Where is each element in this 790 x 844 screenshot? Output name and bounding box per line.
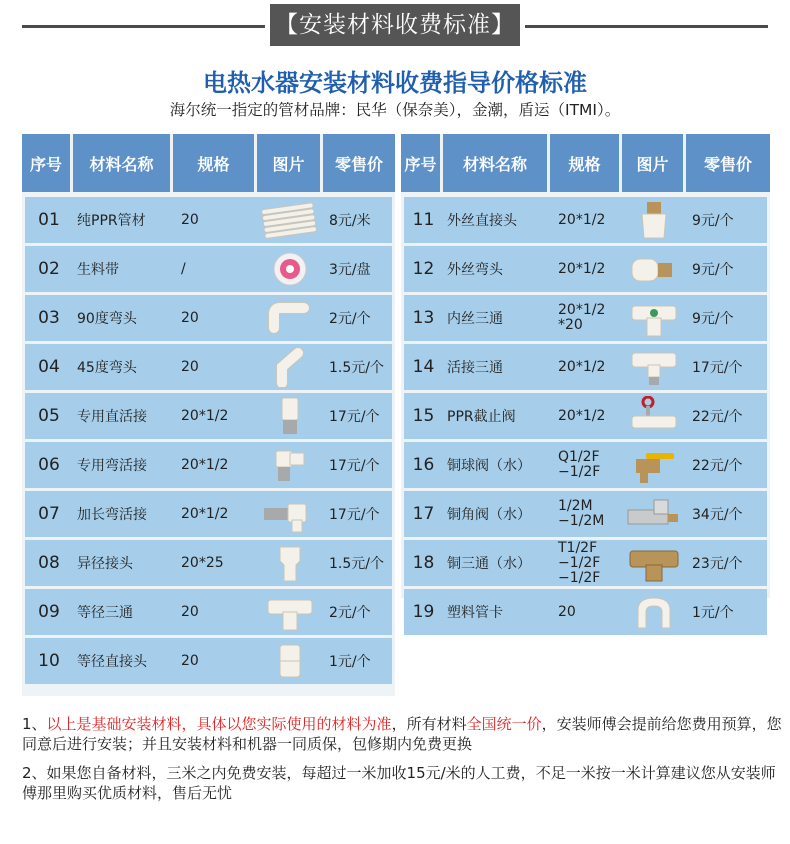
picture xyxy=(257,295,323,341)
retail-price: 2元/个 xyxy=(329,605,371,621)
spec: 20*1/2 xyxy=(558,260,606,277)
spec: 20 xyxy=(558,603,576,620)
table-body xyxy=(401,192,770,635)
header-pic: 图片 xyxy=(257,134,323,192)
row-no: 05 xyxy=(38,406,60,426)
retail-price: 23元/个 xyxy=(692,556,743,572)
table-row xyxy=(25,589,392,635)
row-no: 01 xyxy=(38,210,60,230)
header-name: 材料名称 xyxy=(443,134,550,192)
material-name: 铜角阀（水） xyxy=(447,507,531,523)
picture xyxy=(257,344,323,390)
retail-price: 1元/个 xyxy=(692,605,734,621)
spec: 20*1/2 *20 xyxy=(558,302,606,333)
table-row xyxy=(404,589,767,635)
material-name: 外丝弯头 xyxy=(447,262,503,278)
note-highlight: 以上是基础安装材料，具体以您实际使用的材料为准 xyxy=(46,715,392,733)
coupling-icon xyxy=(260,641,320,681)
table-body xyxy=(22,192,395,684)
material-name: 90度弯头 xyxy=(77,311,137,327)
material-name: 等径三通 xyxy=(77,605,133,621)
header-pic: 图片 xyxy=(622,134,686,192)
row-no: 16 xyxy=(412,455,435,475)
table-row xyxy=(25,638,392,684)
row-no: 18 xyxy=(412,553,435,573)
spec: 20*1/2 xyxy=(558,211,606,228)
spec: 1/2M −1/2M xyxy=(558,498,605,529)
straight-union-icon xyxy=(260,396,320,436)
retail-price: 17元/个 xyxy=(329,507,380,523)
header-no: 序号 xyxy=(401,134,443,192)
retail-price: 22元/个 xyxy=(692,409,743,425)
row-no: 19 xyxy=(412,602,435,622)
table-row xyxy=(25,344,392,390)
retail-price: 1元/个 xyxy=(329,654,371,670)
teflon-tape-icon xyxy=(260,249,320,289)
note-paragraph xyxy=(22,714,782,754)
elbow-90-icon xyxy=(260,298,320,338)
price-table-right xyxy=(401,134,770,622)
spec: 20*1/2 xyxy=(181,407,229,424)
table-header xyxy=(401,134,770,192)
row-no: 02 xyxy=(38,259,60,279)
row-no: 04 xyxy=(38,357,60,377)
spec: Q1/2F −1/2F xyxy=(558,449,601,480)
spec: 20*1/2 xyxy=(558,358,606,375)
table-row xyxy=(404,295,767,341)
spec: 20 xyxy=(181,309,199,326)
header-no: 序号 xyxy=(22,134,73,192)
angle-valve-icon xyxy=(624,494,684,534)
header-price: 零售价 xyxy=(334,154,383,174)
row-no: 10 xyxy=(38,651,60,671)
retail-price: 2元/个 xyxy=(329,311,371,327)
picture xyxy=(622,246,686,292)
retail-price: 9元/个 xyxy=(692,262,734,278)
spec: 20*1/2 xyxy=(558,407,606,424)
picture xyxy=(622,393,686,439)
table-row xyxy=(404,491,767,537)
spec: T1/2F −1/2F −1/2F xyxy=(558,539,601,586)
spec: 20 xyxy=(181,358,199,375)
material-name: 加长弯活接 xyxy=(77,507,147,523)
table-row xyxy=(404,540,767,586)
table-row xyxy=(25,246,392,292)
note-highlight: 全国统一价 xyxy=(466,715,542,733)
picture xyxy=(257,589,323,635)
retail-price: 3元/盘 xyxy=(329,262,371,278)
material-name: 专用弯活接 xyxy=(77,458,147,474)
picture xyxy=(622,589,686,635)
picture xyxy=(622,295,686,341)
spec: 20*1/2 xyxy=(181,456,229,473)
table-row xyxy=(25,393,392,439)
material-name: 塑料管卡 xyxy=(447,605,503,621)
picture xyxy=(622,197,686,243)
material-name: 铜三通（水） xyxy=(447,556,531,572)
stop-valve-icon xyxy=(624,396,684,436)
elbow-45-icon xyxy=(260,347,320,387)
retail-price: 9元/个 xyxy=(692,311,734,327)
row-no: 08 xyxy=(38,553,60,573)
page-title: 电热水器安装材料收费指导价格标准 xyxy=(203,69,587,97)
table-row xyxy=(404,246,767,292)
retail-price: 34元/个 xyxy=(692,507,743,523)
table-row xyxy=(25,540,392,586)
header-spec: 规格 xyxy=(173,134,257,192)
material-name: 异径接头 xyxy=(77,556,133,572)
material-name: 45度弯头 xyxy=(77,360,137,376)
retail-price: 1.5元/个 xyxy=(329,556,384,572)
ppr-pipes-icon xyxy=(260,200,320,240)
table-row xyxy=(404,197,767,243)
spec: 20 xyxy=(181,652,199,669)
brass-tee-icon xyxy=(624,543,684,583)
female-tee-icon xyxy=(624,298,684,338)
retail-price: 9元/个 xyxy=(692,213,734,229)
pipe-clip-icon xyxy=(624,592,684,632)
row-no: 09 xyxy=(38,602,60,622)
picture xyxy=(257,442,323,488)
picture xyxy=(622,540,686,586)
note-text: ，安装师傅会提前给您费用预算，您同意后进行安装；并且安装材料和机器一同质保，包修期内免费更换 xyxy=(22,715,782,753)
material-name: 专用直活接 xyxy=(77,409,147,425)
material-name: 铜球阀（水） xyxy=(447,458,531,474)
tee-icon xyxy=(260,592,320,632)
page-subtitle: 海尔统一指定的管材品牌：民华（保奈美），金潮，盾运（ITMI）。 xyxy=(169,101,621,119)
picture xyxy=(622,491,686,537)
material-name: PPR截止阀 xyxy=(447,409,516,425)
table-header xyxy=(22,134,395,192)
table-row xyxy=(25,442,392,488)
row-no: 15 xyxy=(412,406,435,426)
picture xyxy=(257,491,323,537)
row-no: 03 xyxy=(38,308,60,328)
retail-price: 22元/个 xyxy=(692,458,743,474)
picture xyxy=(257,638,323,684)
note-paragraph xyxy=(22,763,782,803)
row-no: 14 xyxy=(412,357,435,377)
picture xyxy=(622,442,686,488)
picture xyxy=(257,393,323,439)
spec: 20 xyxy=(181,211,199,228)
retail-price: 17元/个 xyxy=(692,360,743,376)
row-no: 07 xyxy=(38,504,60,524)
table-row xyxy=(404,393,767,439)
table-row xyxy=(25,197,392,243)
elbow-union-icon xyxy=(260,445,320,485)
header-price: 零售价 xyxy=(703,154,752,174)
retail-price: 17元/个 xyxy=(329,458,380,474)
row-no: 13 xyxy=(412,308,435,328)
note-text: ，所有材料 xyxy=(391,715,467,733)
union-tee-icon xyxy=(624,347,684,387)
male-coupling-icon xyxy=(624,200,684,240)
picture xyxy=(257,197,323,243)
spec: / xyxy=(181,260,186,277)
ball-valve-icon xyxy=(624,445,684,485)
header-spec: 规格 xyxy=(550,134,622,192)
header-name: 材料名称 xyxy=(73,134,173,192)
note-text: 2、如果您自备材料，三米之内免费安装，每超过一米加收15元/米的人工费，不足一米按一米计算建议您从安装师傅那里购买优质材料，售后无忧 xyxy=(22,764,776,802)
spec: 20*25 xyxy=(181,554,224,571)
notes xyxy=(22,714,782,812)
picture xyxy=(257,246,323,292)
row-no: 11 xyxy=(412,210,435,230)
material-name: 外丝直接头 xyxy=(447,213,517,229)
row-no: 06 xyxy=(38,455,60,475)
material-name: 等径直接头 xyxy=(77,654,147,670)
row-no: 17 xyxy=(412,504,435,524)
material-name: 内丝三通 xyxy=(447,311,503,327)
spec: 20*1/2 xyxy=(181,505,229,522)
male-elbow-icon xyxy=(624,249,684,289)
retail-price: 1.5元/个 xyxy=(329,360,384,376)
retail-price: 8元/米 xyxy=(329,213,371,229)
material-name: 生料带 xyxy=(77,262,119,278)
material-name: 活接三通 xyxy=(447,360,503,376)
retail-price: 17元/个 xyxy=(329,409,380,425)
spec: 20 xyxy=(181,603,199,620)
price-table-left xyxy=(22,134,395,696)
picture xyxy=(257,540,323,586)
picture xyxy=(622,344,686,390)
banner-label: 【安装材料收费标准】 xyxy=(270,4,520,46)
table-row xyxy=(25,295,392,341)
material-name: 纯PPR管材 xyxy=(77,213,146,229)
reducer-icon xyxy=(260,543,320,583)
section-banner xyxy=(0,0,790,52)
row-no: 12 xyxy=(412,259,435,279)
table-row xyxy=(25,491,392,537)
table-row xyxy=(404,442,767,488)
table-row xyxy=(404,344,767,390)
long-elbow-union-icon xyxy=(260,494,320,534)
note-text: 1、 xyxy=(22,715,47,733)
